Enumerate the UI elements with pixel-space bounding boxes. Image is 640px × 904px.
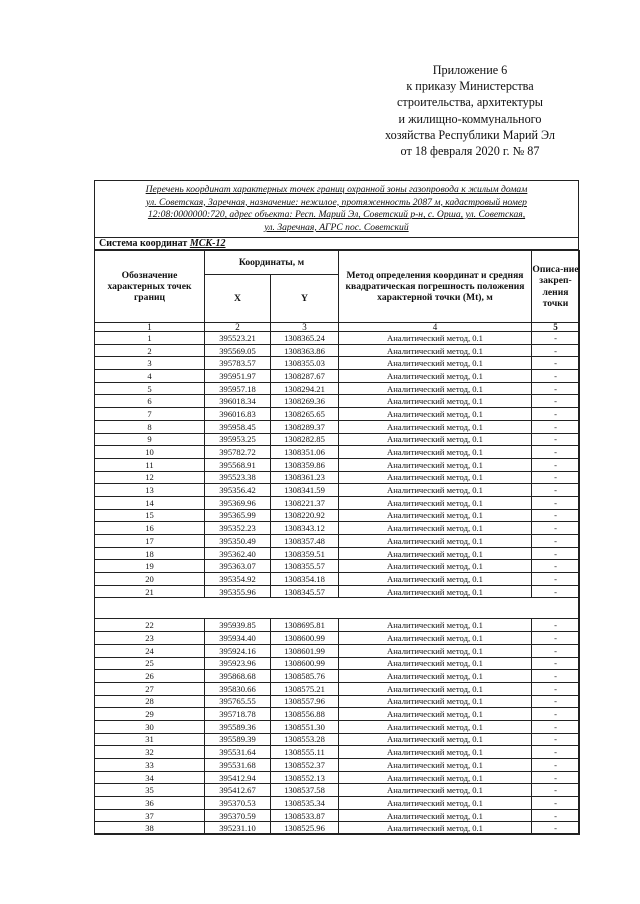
point-number-cell: 26 xyxy=(95,670,205,683)
gap-row xyxy=(95,598,580,619)
description-cell: - xyxy=(532,720,580,733)
y-coordinate-cell: 1308355.03 xyxy=(271,357,339,370)
description-cell: - xyxy=(532,695,580,708)
description-cell: - xyxy=(532,433,580,446)
y-coordinate-cell: 1308265.65 xyxy=(271,408,339,421)
description-cell: - xyxy=(532,809,580,822)
description-cell: - xyxy=(532,797,580,810)
y-coordinate-cell: 1308535.34 xyxy=(271,797,339,810)
table-row xyxy=(95,458,580,471)
y-coordinate-cell: 1308695.81 xyxy=(271,619,339,632)
point-number-cell: 20 xyxy=(95,573,205,586)
method-cell: Аналитический метод, 0.1 xyxy=(339,446,532,459)
x-coordinate-cell: 395868.68 xyxy=(205,670,271,683)
table-row xyxy=(95,619,580,632)
point-number-cell: 19 xyxy=(95,560,205,573)
x-coordinate-cell: 395350.49 xyxy=(205,535,271,548)
point-number-cell: 1 xyxy=(95,332,205,345)
y-coordinate-cell: 1308357.48 xyxy=(271,535,339,548)
point-number-cell: 13 xyxy=(95,484,205,497)
table-row xyxy=(95,484,580,497)
y-coordinate-cell: 1308600.99 xyxy=(271,657,339,670)
appendix-line: хозяйства Республики Марий Эл xyxy=(384,127,556,142)
appendix-line: строительства, архитектуры xyxy=(397,95,543,110)
table-row xyxy=(95,720,580,733)
description-cell: - xyxy=(532,759,580,772)
table-row xyxy=(95,573,580,586)
point-number-cell: 2 xyxy=(95,344,205,357)
description-cell: - xyxy=(532,657,580,670)
x-coordinate-cell: 395369.96 xyxy=(205,496,271,509)
column-number: 3 xyxy=(271,323,339,332)
x-coordinate-cell: 395957.18 xyxy=(205,382,271,395)
method-cell: Аналитический метод, 0.1 xyxy=(339,408,532,421)
table-row xyxy=(95,433,580,446)
method-cell: Аналитический метод, 0.1 xyxy=(339,720,532,733)
table-row xyxy=(95,420,580,433)
table-row xyxy=(95,670,580,683)
x-coordinate-cell: 395589.39 xyxy=(205,733,271,746)
y-coordinate-cell: 1308601.99 xyxy=(271,644,339,657)
x-coordinate-cell: 395568.91 xyxy=(205,458,271,471)
table-row xyxy=(95,535,580,548)
description-cell: - xyxy=(532,670,580,683)
method-cell: Аналитический метод, 0.1 xyxy=(339,395,532,408)
point-number-cell: 10 xyxy=(95,446,205,459)
x-coordinate-cell: 395356.42 xyxy=(205,484,271,497)
point-number-cell: 28 xyxy=(95,695,205,708)
method-cell: Аналитический метод, 0.1 xyxy=(339,471,532,484)
table-row xyxy=(95,632,580,645)
method-cell: Аналитический метод, 0.1 xyxy=(339,458,532,471)
y-coordinate-cell: 1308585.76 xyxy=(271,670,339,683)
description-cell: - xyxy=(532,644,580,657)
y-coordinate-cell: 1308363.86 xyxy=(271,344,339,357)
point-number-cell: 14 xyxy=(95,496,205,509)
y-coordinate-cell: 1308294.21 xyxy=(271,382,339,395)
y-coordinate-cell: 1308287.67 xyxy=(271,370,339,383)
x-coordinate-cell: 395531.64 xyxy=(205,746,271,759)
coordinate-system-value: МСК-12 xyxy=(189,238,226,249)
table-body-part1 xyxy=(95,332,580,598)
table-row xyxy=(95,522,580,535)
y-coordinate-cell: 1308552.37 xyxy=(271,759,339,772)
point-number-cell: 30 xyxy=(95,720,205,733)
table-row xyxy=(95,784,580,797)
x-coordinate-cell: 395951.97 xyxy=(205,370,271,383)
point-number-cell: 9 xyxy=(95,433,205,446)
description-cell: - xyxy=(532,619,580,632)
method-cell: Аналитический метод, 0.1 xyxy=(339,382,532,395)
x-coordinate-cell: 396018.34 xyxy=(205,395,271,408)
x-coordinate-cell: 395589.36 xyxy=(205,720,271,733)
x-coordinate-cell: 395783.57 xyxy=(205,357,271,370)
y-coordinate-cell: 1308553.28 xyxy=(271,733,339,746)
description-cell: - xyxy=(532,420,580,433)
y-coordinate-cell: 1308345.57 xyxy=(271,585,339,598)
y-coordinate-cell: 1308365.24 xyxy=(271,332,339,345)
table-row xyxy=(95,822,580,835)
y-coordinate-cell: 1308289.37 xyxy=(271,420,339,433)
method-cell: Аналитический метод, 0.1 xyxy=(339,695,532,708)
x-coordinate-cell: 395354.92 xyxy=(205,573,271,586)
table-row xyxy=(95,471,580,484)
method-cell: Аналитический метод, 0.1 xyxy=(339,573,532,586)
table-row xyxy=(95,657,580,670)
method-cell: Аналитический метод, 0.1 xyxy=(339,522,532,535)
table-row xyxy=(95,682,580,695)
point-number-cell: 33 xyxy=(95,759,205,772)
y-coordinate-cell: 1308556.88 xyxy=(271,708,339,721)
description-cell: - xyxy=(532,632,580,645)
point-number-cell: 7 xyxy=(95,408,205,421)
point-number-cell: 11 xyxy=(95,458,205,471)
description-cell: - xyxy=(532,332,580,345)
x-coordinate-cell: 395718.78 xyxy=(205,708,271,721)
method-cell: Аналитический метод, 0.1 xyxy=(339,632,532,645)
appendix-line: и жилищно-коммунального xyxy=(398,111,542,126)
x-coordinate-cell: 395523.21 xyxy=(205,332,271,345)
column-number-row xyxy=(95,323,580,332)
y-coordinate-cell: 1308221.37 xyxy=(271,496,339,509)
x-coordinate-cell: 395765.55 xyxy=(205,695,271,708)
coordinate-system-line xyxy=(95,238,578,250)
table-row xyxy=(95,370,580,383)
table-row xyxy=(95,585,580,598)
x-coordinate-cell: 395923.96 xyxy=(205,657,271,670)
header-description: Описа-ние закреп-ления точки xyxy=(532,251,580,323)
point-number-cell: 12 xyxy=(95,471,205,484)
description-cell: - xyxy=(532,446,580,459)
point-number-cell: 27 xyxy=(95,682,205,695)
table-row xyxy=(95,446,580,459)
column-number: 1 xyxy=(95,323,205,332)
y-coordinate-cell: 1308354.18 xyxy=(271,573,339,586)
table-row xyxy=(95,797,580,810)
table-row xyxy=(95,644,580,657)
description-cell: - xyxy=(532,471,580,484)
description-cell: - xyxy=(532,822,580,835)
method-cell: Аналитический метод, 0.1 xyxy=(339,771,532,784)
point-number-cell: 35 xyxy=(95,784,205,797)
table-row xyxy=(95,332,580,345)
table-row xyxy=(95,357,580,370)
description-cell: - xyxy=(532,522,580,535)
y-coordinate-cell: 1308575.21 xyxy=(271,682,339,695)
point-number-cell: 36 xyxy=(95,797,205,810)
x-coordinate-cell: 395924.16 xyxy=(205,644,271,657)
method-cell: Аналитический метод, 0.1 xyxy=(339,585,532,598)
x-coordinate-cell: 395569.05 xyxy=(205,344,271,357)
description-cell: - xyxy=(532,746,580,759)
header-y: Y xyxy=(271,275,339,323)
header-x: X xyxy=(205,275,271,323)
table-row xyxy=(95,560,580,573)
coordinates-table xyxy=(94,250,580,835)
x-coordinate-cell: 395370.53 xyxy=(205,797,271,810)
point-number-cell: 18 xyxy=(95,547,205,560)
y-coordinate-cell: 1308359.51 xyxy=(271,547,339,560)
table-row xyxy=(95,509,580,522)
point-number-cell: 31 xyxy=(95,733,205,746)
x-coordinate-cell: 395934.40 xyxy=(205,632,271,645)
y-coordinate-cell: 1308537.58 xyxy=(271,784,339,797)
x-coordinate-cell: 395363.07 xyxy=(205,560,271,573)
table-row xyxy=(95,708,580,721)
y-coordinate-cell: 1308557.96 xyxy=(271,695,339,708)
point-number-cell: 37 xyxy=(95,809,205,822)
table-row xyxy=(95,809,580,822)
x-coordinate-cell: 395953.25 xyxy=(205,433,271,446)
y-coordinate-cell: 1308361.23 xyxy=(271,471,339,484)
y-coordinate-cell: 1308282.85 xyxy=(271,433,339,446)
description-cell: - xyxy=(532,573,580,586)
x-coordinate-cell: 395782.72 xyxy=(205,446,271,459)
appendix-line: Приложение 6 xyxy=(432,63,508,77)
table-row xyxy=(95,496,580,509)
caption-line: ул. Заречная, АГРС пос. Советский xyxy=(264,221,409,233)
description-cell: - xyxy=(532,357,580,370)
column-number: 5 xyxy=(532,323,580,332)
description-cell: - xyxy=(532,484,580,497)
coordinate-system-label: Система координат xyxy=(99,238,190,249)
point-number-cell: 4 xyxy=(95,370,205,383)
x-coordinate-cell: 395412.67 xyxy=(205,784,271,797)
method-cell: Аналитический метод, 0.1 xyxy=(339,619,532,632)
method-cell: Аналитический метод, 0.1 xyxy=(339,420,532,433)
header-coordinates: Координаты, м xyxy=(205,251,339,275)
y-coordinate-cell: 1308355.57 xyxy=(271,560,339,573)
point-number-cell: 15 xyxy=(95,509,205,522)
point-number-cell: 21 xyxy=(95,585,205,598)
y-coordinate-cell: 1308341.59 xyxy=(271,484,339,497)
caption-line: Перечень координат характерных точек границ охранной зоны газопровода к жилым домам xyxy=(145,184,528,195)
description-cell: - xyxy=(532,458,580,471)
x-coordinate-cell: 395231.10 xyxy=(205,822,271,835)
point-number-cell: 22 xyxy=(95,619,205,632)
method-cell: Аналитический метод, 0.1 xyxy=(339,657,532,670)
x-coordinate-cell: 395370.59 xyxy=(205,809,271,822)
method-cell: Аналитический метод, 0.1 xyxy=(339,759,532,772)
header-row xyxy=(95,251,580,275)
y-coordinate-cell: 1308269.36 xyxy=(271,395,339,408)
x-coordinate-cell: 395531.68 xyxy=(205,759,271,772)
point-number-cell: 24 xyxy=(95,644,205,657)
method-cell: Аналитический метод, 0.1 xyxy=(339,797,532,810)
description-cell: - xyxy=(532,344,580,357)
method-cell: Аналитический метод, 0.1 xyxy=(339,560,532,573)
table-row xyxy=(95,408,580,421)
caption-line: ул. Советская, Заречная, назначение: нежилое, протяженность 2087 м, кадастровый номер xyxy=(146,196,527,208)
point-number-cell: 32 xyxy=(95,746,205,759)
method-cell: Аналитический метод, 0.1 xyxy=(339,509,532,522)
y-coordinate-cell: 1308359.86 xyxy=(271,458,339,471)
caption-line: 12:08:0000000:720, адрес объекта: Респ. Марий Эл, Советский р-н, с. Орша, ул. Советская, xyxy=(147,209,526,221)
description-cell: - xyxy=(532,771,580,784)
point-number-cell: 29 xyxy=(95,708,205,721)
table-caption xyxy=(95,181,578,238)
y-coordinate-cell: 1308343.12 xyxy=(271,522,339,535)
point-number-cell: 3 xyxy=(95,357,205,370)
y-coordinate-cell: 1308555.11 xyxy=(271,746,339,759)
x-coordinate-cell: 395355.96 xyxy=(205,585,271,598)
table-body-part2 xyxy=(95,619,580,835)
method-cell: Аналитический метод, 0.1 xyxy=(339,433,532,446)
table-row xyxy=(95,746,580,759)
appendix-header xyxy=(340,62,600,159)
method-cell: Аналитический метод, 0.1 xyxy=(339,809,532,822)
method-cell: Аналитический метод, 0.1 xyxy=(339,496,532,509)
table-row xyxy=(95,695,580,708)
x-coordinate-cell: 395362.40 xyxy=(205,547,271,560)
table-row xyxy=(95,733,580,746)
method-cell: Аналитический метод, 0.1 xyxy=(339,547,532,560)
column-number: 4 xyxy=(339,323,532,332)
point-number-cell: 23 xyxy=(95,632,205,645)
table-row xyxy=(95,771,580,784)
description-cell: - xyxy=(532,408,580,421)
method-cell: Аналитический метод, 0.1 xyxy=(339,344,532,357)
y-coordinate-cell: 1308351.06 xyxy=(271,446,339,459)
method-cell: Аналитический метод, 0.1 xyxy=(339,682,532,695)
table-row xyxy=(95,344,580,357)
point-number-cell: 8 xyxy=(95,420,205,433)
description-cell: - xyxy=(532,682,580,695)
y-coordinate-cell: 1308525.96 xyxy=(271,822,339,835)
method-cell: Аналитический метод, 0.1 xyxy=(339,332,532,345)
table-row xyxy=(95,395,580,408)
column-number: 2 xyxy=(205,323,271,332)
method-cell: Аналитический метод, 0.1 xyxy=(339,357,532,370)
x-coordinate-cell: 396016.83 xyxy=(205,408,271,421)
description-cell: - xyxy=(532,395,580,408)
appendix-line: от 18 февраля 2020 г. № 87 xyxy=(400,144,540,159)
x-coordinate-cell: 395365.99 xyxy=(205,509,271,522)
x-coordinate-cell: 395523.38 xyxy=(205,471,271,484)
method-cell: Аналитический метод, 0.1 xyxy=(339,670,532,683)
header-designation: Обозначение характерных точек границ xyxy=(95,251,205,323)
method-cell: Аналитический метод, 0.1 xyxy=(339,733,532,746)
method-cell: Аналитический метод, 0.1 xyxy=(339,535,532,548)
point-number-cell: 16 xyxy=(95,522,205,535)
header-method: Метод определения координат и средняя квадратическая погрешность положения характерной точки (Mt), м xyxy=(339,251,532,323)
x-coordinate-cell: 395958.45 xyxy=(205,420,271,433)
table-row xyxy=(95,759,580,772)
description-cell: - xyxy=(532,560,580,573)
y-coordinate-cell: 1308552.13 xyxy=(271,771,339,784)
point-number-cell: 5 xyxy=(95,382,205,395)
description-cell: - xyxy=(532,496,580,509)
coordinates-table-frame xyxy=(94,180,579,834)
point-number-cell: 6 xyxy=(95,395,205,408)
table-row xyxy=(95,382,580,395)
point-number-cell: 34 xyxy=(95,771,205,784)
x-coordinate-cell: 395939.85 xyxy=(205,619,271,632)
y-coordinate-cell: 1308551.30 xyxy=(271,720,339,733)
method-cell: Аналитический метод, 0.1 xyxy=(339,644,532,657)
y-coordinate-cell: 1308220.92 xyxy=(271,509,339,522)
description-cell: - xyxy=(532,708,580,721)
description-cell: - xyxy=(532,370,580,383)
description-cell: - xyxy=(532,733,580,746)
point-number-cell: 17 xyxy=(95,535,205,548)
x-coordinate-cell: 395412.94 xyxy=(205,771,271,784)
description-cell: - xyxy=(532,509,580,522)
point-number-cell: 38 xyxy=(95,822,205,835)
x-coordinate-cell: 395352.23 xyxy=(205,522,271,535)
description-cell: - xyxy=(532,382,580,395)
y-coordinate-cell: 1308600.99 xyxy=(271,632,339,645)
method-cell: Аналитический метод, 0.1 xyxy=(339,784,532,797)
table-row xyxy=(95,547,580,560)
table-gap xyxy=(95,598,580,619)
method-cell: Аналитический метод, 0.1 xyxy=(339,708,532,721)
method-cell: Аналитический метод, 0.1 xyxy=(339,822,532,835)
description-cell: - xyxy=(532,585,580,598)
y-coordinate-cell: 1308533.87 xyxy=(271,809,339,822)
description-cell: - xyxy=(532,784,580,797)
method-cell: Аналитический метод, 0.1 xyxy=(339,370,532,383)
method-cell: Аналитический метод, 0.1 xyxy=(339,746,532,759)
x-coordinate-cell: 395830.66 xyxy=(205,682,271,695)
appendix-line: к приказу Министерства xyxy=(406,79,534,94)
description-cell: - xyxy=(532,547,580,560)
point-number-cell: 25 xyxy=(95,657,205,670)
description-cell: - xyxy=(532,535,580,548)
method-cell: Аналитический метод, 0.1 xyxy=(339,484,532,497)
gap-cell xyxy=(95,598,580,619)
